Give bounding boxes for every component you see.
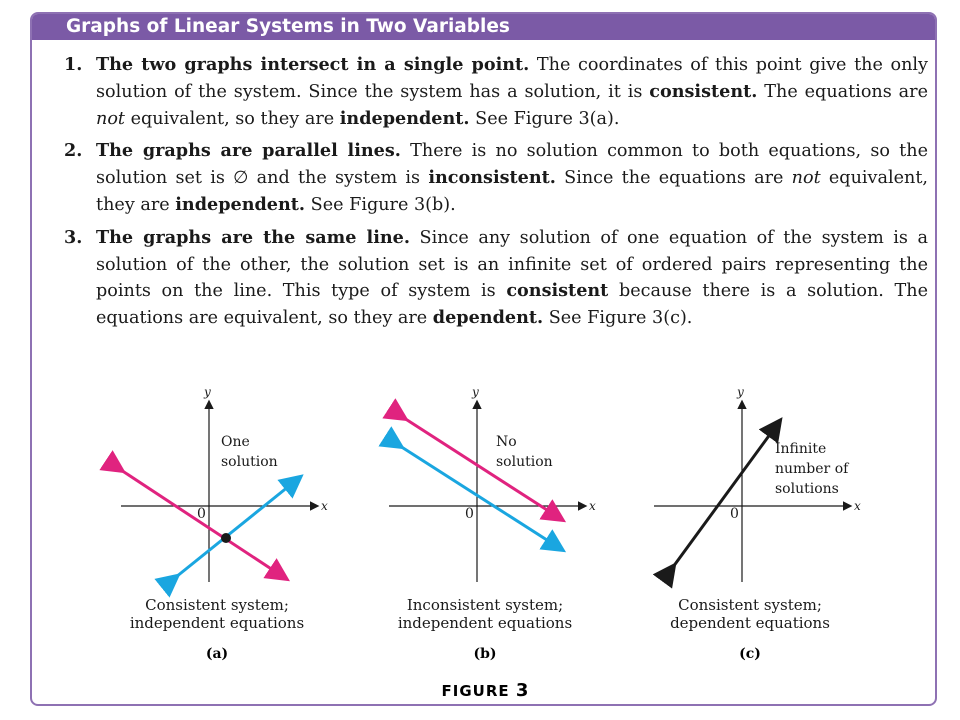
coincident-line [673, 422, 779, 567]
figure-panel-a [97, 382, 337, 662]
caption-line: Consistent system; [678, 596, 822, 614]
item-bold: independent. [175, 193, 306, 215]
graph-b [365, 382, 605, 612]
item-text: See Figure 3(a). [469, 108, 620, 129]
y-axis-label: y [472, 385, 479, 399]
item-italic: not [791, 168, 821, 189]
item-number: 3. [64, 226, 83, 248]
item-text: See Figure 3(c). [543, 308, 693, 329]
item-lead: The two graphs intersect in a single point. [96, 54, 530, 75]
item-italic: not [96, 108, 125, 129]
item-list [64, 52, 928, 338]
item-text: because there is a solution. The equations are equivalent, so they are [96, 281, 928, 329]
origin-label: 0 [197, 506, 206, 522]
item-bold: independent. [339, 107, 470, 129]
content-box [30, 12, 937, 706]
item-text: The coordinates of this point give the only solution of the system. Since the system has a solution, it is [96, 55, 928, 102]
magenta-line [121, 470, 285, 578]
y-axis-label: y [737, 385, 744, 399]
item-text: See Figure 3(b). [305, 194, 456, 215]
figure-letter: (b) [473, 646, 497, 662]
item-bold: inconsistent. [428, 167, 556, 189]
list-item [64, 138, 928, 218]
item-bold: consistent [506, 280, 609, 302]
origin-label: 0 [730, 506, 739, 522]
origin-label: 0 [465, 506, 474, 522]
item-text: equivalent, so they are [125, 108, 340, 129]
item-text: Since any solution of one equation of the system is a solution of the other, the solution set is an infinite set of ordered pairs representing the points on the line. This type of system is [96, 227, 928, 302]
figure-panel-c [630, 382, 870, 662]
item-lead: The graphs are the same line. [96, 226, 410, 248]
list-item [64, 225, 928, 332]
item-number: 1. [64, 54, 83, 75]
annotation-line: solution [221, 454, 278, 470]
annotation-line: Infinite [775, 441, 827, 457]
caption-line: independent equations [129, 614, 305, 632]
item-text: There is no solution common to both equations, so the solution set is ∅ and the system is [96, 141, 928, 189]
figure-caption [97, 596, 337, 632]
item-bold: consistent. [649, 80, 758, 102]
x-axis-label: x [589, 499, 596, 513]
figure-row [32, 382, 937, 701]
item-number: 2. [64, 140, 83, 162]
intersection-point [221, 533, 231, 543]
figure-letter: (c) [739, 646, 761, 662]
caption-line: independent equations [397, 614, 573, 632]
caption-line: dependent equations [670, 614, 830, 632]
annotation-line: No [496, 434, 517, 450]
figure-letter: (a) [205, 646, 229, 662]
item-text: Since the equations are [555, 168, 792, 189]
figure-number: 3 [515, 680, 530, 701]
figure-caption [365, 596, 605, 632]
graph-c [630, 382, 870, 612]
annotation-line: One [221, 434, 250, 450]
annotation-line: solution [496, 454, 553, 470]
box-title: Graphs of Linear Systems in Two Variables [32, 14, 935, 40]
x-axis-label: x [321, 499, 328, 513]
figure-panel-b [365, 382, 605, 662]
y-axis-label: y [204, 385, 211, 399]
graph-a [97, 382, 337, 612]
cyan-line [176, 478, 299, 577]
list-item [64, 52, 928, 132]
caption-line: Inconsistent system; [406, 596, 564, 614]
figure-title [32, 680, 937, 701]
figure-word: FIGURE [441, 682, 510, 700]
item-text: The equations are [757, 81, 928, 102]
x-axis-label: x [854, 499, 861, 513]
item-text: equivalent, they are [96, 168, 928, 215]
item-lead: The graphs are parallel lines. [96, 140, 401, 162]
caption-line: Consistent system; [145, 596, 289, 614]
annotation-line: number of [775, 461, 849, 477]
item-bold: dependent. [432, 307, 544, 329]
annotation-line: solutions [775, 481, 839, 497]
figure-caption [630, 596, 870, 632]
